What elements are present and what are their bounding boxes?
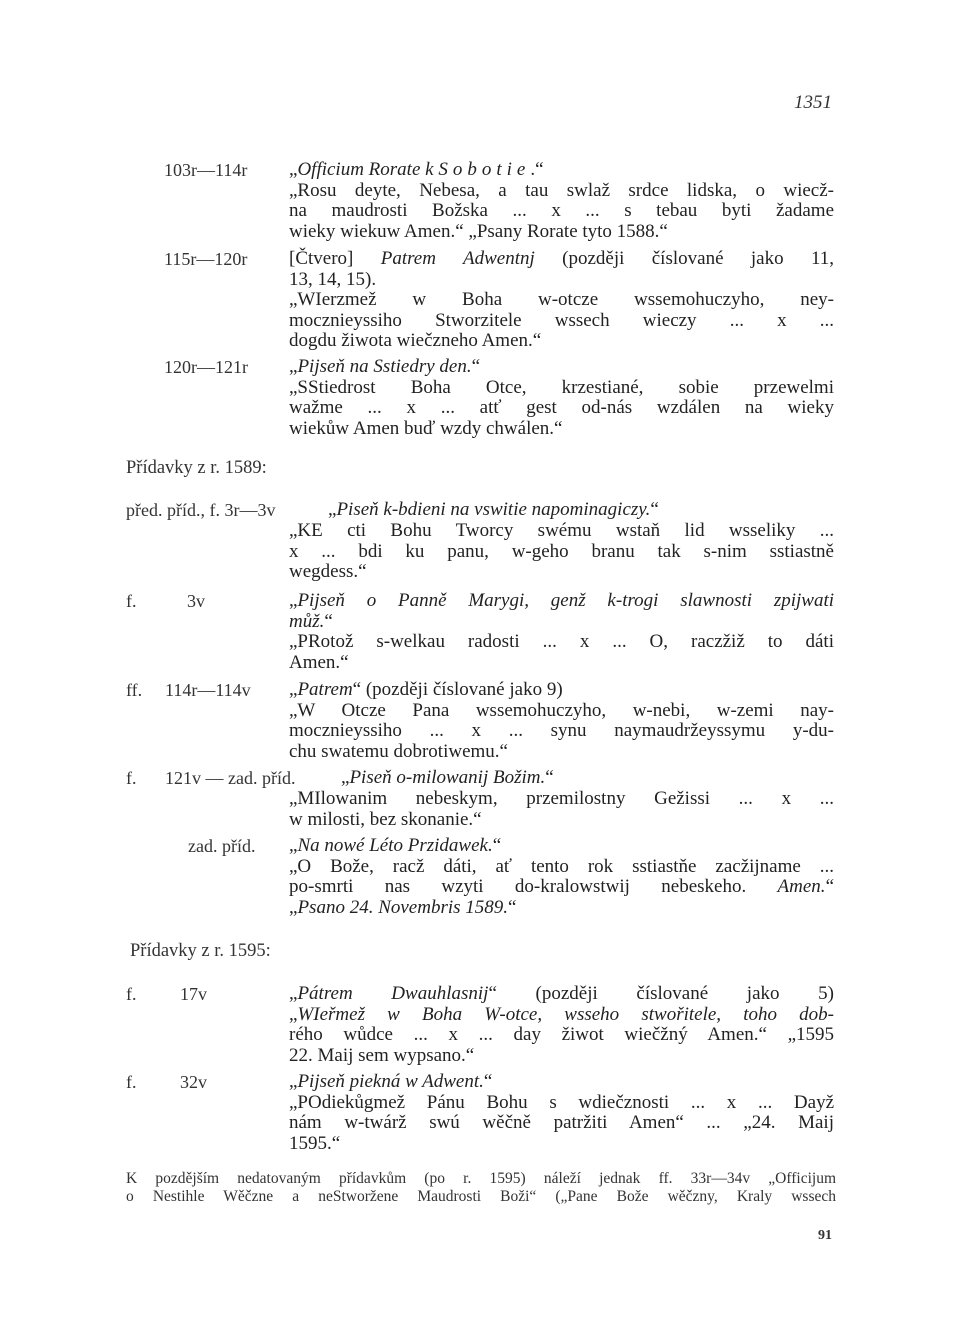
incipit-line: w milosti, bez skonanie.“ — [289, 808, 482, 830]
folio-reference: 114r—114v — [165, 680, 251, 700]
section-heading-1595: Přídavky z r. 1595: — [130, 941, 271, 961]
entry-ctvero-patrem — [289, 249, 834, 352]
entry-title: „Piseň k-bdieni na vswitie napominagiczy.“ — [328, 499, 659, 520]
incipit-line: „PRotož s-welkau radosti ... x ... O, raczžiž to dáti — [289, 631, 834, 653]
folio-reference: zad. příd. — [188, 836, 256, 856]
incipit-line: mocznieyssiho ... x ... synu naymaudržeyssymu y-du- — [289, 720, 834, 742]
entry-pijsen-sstiedry — [289, 357, 834, 439]
page-number: 1351 — [794, 92, 832, 113]
folio-reference: 120r—121r — [164, 357, 248, 377]
footnote-line: K pozdějším nedatovaným přídavkům (po r. 1595) náleží jednak ff. 33r—34v „Officijum — [126, 1170, 836, 1187]
incipit-line: „MIlowanim nebeskym, przemilostny Gežissi ... x ... — [289, 788, 834, 809]
folio-reference: 103r—114r — [164, 160, 248, 180]
incipit-line: wegdess.“ — [289, 561, 367, 583]
incipit-line: wažme ... x ... atť gest od-nás wzdálen na wieky — [289, 397, 834, 419]
entry-nowe-leto — [289, 836, 834, 918]
entry-officium-rorate — [289, 160, 834, 242]
entry-title: „Pijseň o Panně Marygi, genž k-trogi slawnosti zpijwati — [289, 590, 834, 611]
incipit-line: „Rosu deyte, Nebesa, a tau swlaž srdce lidska, o wiecž- — [289, 179, 834, 201]
incipit-line: po-smrti nas wzyti do-kralowstwij nebeskeho. Amen.“ — [289, 876, 834, 898]
incipit-line: nám w-twárž swú wěčně patržiti Amen“ ... „24. Maij — [289, 1112, 834, 1134]
folio-reference: 115r—120r — [164, 249, 248, 269]
incipit-line: dogdu žiwota wiečzneho Amen.“ — [289, 330, 542, 352]
incipit-line: wieky wiekuw Amen.“ „Psany Rorate tyto 1588.“ — [289, 220, 668, 242]
date-note: „Psano 24. Novembris 1589.“ — [289, 896, 517, 918]
incipit-line: „W Otcze Pana wssemohuczyho, w-nebi, w-zemi nay- — [289, 699, 834, 721]
section-heading-1589: Přídavky z r. 1589: — [126, 458, 267, 478]
folio-reference: 121v — zad. příd. — [165, 768, 296, 788]
folio-reference: před. příd., f. 3r—3v — [126, 500, 276, 520]
entry-title: [Čtvero] Patrem Adwentnj (později číslované jako 11, — [289, 248, 834, 269]
entry-pisen-milowanij — [289, 789, 834, 830]
folio-prefix: f. — [126, 591, 137, 611]
incipit-line: chu swatemu dobrotiwemu.“ — [289, 740, 508, 762]
entry-title: můž.“ — [289, 610, 333, 632]
incipit-line: „WIerzmež w Boha w-otcze wssemohuczyho, ney- — [289, 289, 834, 311]
entry-pisen-bdieni — [289, 521, 834, 583]
incipit-line: 22. Maij sem wypsano.“ — [289, 1044, 475, 1066]
entry-title: „Pijseň piekná w Adwent.“ — [289, 1071, 493, 1092]
folio-prefix: f. — [126, 1072, 137, 1092]
footnote — [126, 1170, 836, 1206]
incipit-line: „POdiekůgmež Pánu Bohu s wdiečznosti ... x ... Dayž — [289, 1091, 834, 1113]
entry-pijsen-panne-marygi — [289, 591, 834, 673]
incipit-line: Amen.“ — [289, 651, 349, 673]
folio-reference: 3v — [187, 591, 205, 611]
incipit-line: mocznieyssiho Stworzitele wssech wieczy ... x ... — [289, 309, 834, 331]
incipit-line: „O Bože, racž dáti, ať tento rok sstiastňe zacžijname ... — [289, 855, 834, 877]
incipit-line: rého wůdce ... x ... day žiwot wiečžný Amen.“ „1595 — [289, 1024, 834, 1046]
entry-title: „Officium Rorate k Sobotie.“ — [289, 159, 544, 180]
incipit-line: wiekůw Amen buď wzdy chwálen.“ — [289, 417, 563, 439]
incipit-line: „WIeřmež w Boha W-otce, wsseho stwořitele, toho dob- — [289, 1003, 834, 1025]
entry-note: 13, 14, 15). — [289, 268, 377, 290]
entry-title: „Pátrem Dwauhlasnij“ (později číslované jako 5) — [289, 983, 834, 1004]
entry-patrem-dwauhlasnij — [289, 984, 834, 1066]
incipit-line: „KE cti Bohu Tworcy swému wstaň lid wsseliky ... — [289, 520, 834, 541]
footnote-line: o Nestihle Wěčzne a neStworžene Maudrosti Boži“ („Pane Bože wěčzny, Kraly wssech — [126, 1188, 836, 1205]
incipit-line: na maudrosti Božska ... x ... s tebau byti žadame — [289, 200, 834, 222]
incipit-line: „SStiedrost Boha Otce, krzestiané, sobie przewelmi — [289, 376, 834, 398]
folio-reference: 17v — [180, 984, 207, 1004]
folio-reference: 32v — [180, 1072, 207, 1092]
folio-prefix: f. — [126, 984, 137, 1004]
incipit-line: x ... bdi ku panu, w-geho branu tak s-nim sstiastně — [289, 540, 834, 562]
entry-patrem — [289, 680, 834, 762]
folio-prefix: f. — [126, 768, 137, 788]
entry-pijsen-adwent — [289, 1072, 834, 1154]
incipit-line: 1595.“ — [289, 1132, 341, 1154]
entry-title: „Piseň o-milowanij Božim.“ — [341, 767, 554, 788]
entry-title: „Pijseň na Sstiedry den.“ — [289, 356, 481, 377]
entry-title: „Patrem“ (později číslované jako 9) — [289, 679, 563, 700]
folio-mark: 91 — [818, 1228, 832, 1243]
folio-prefix: ff. — [126, 680, 143, 700]
entry-title: „Na nowé Léto Przidawek.“ — [289, 835, 502, 856]
